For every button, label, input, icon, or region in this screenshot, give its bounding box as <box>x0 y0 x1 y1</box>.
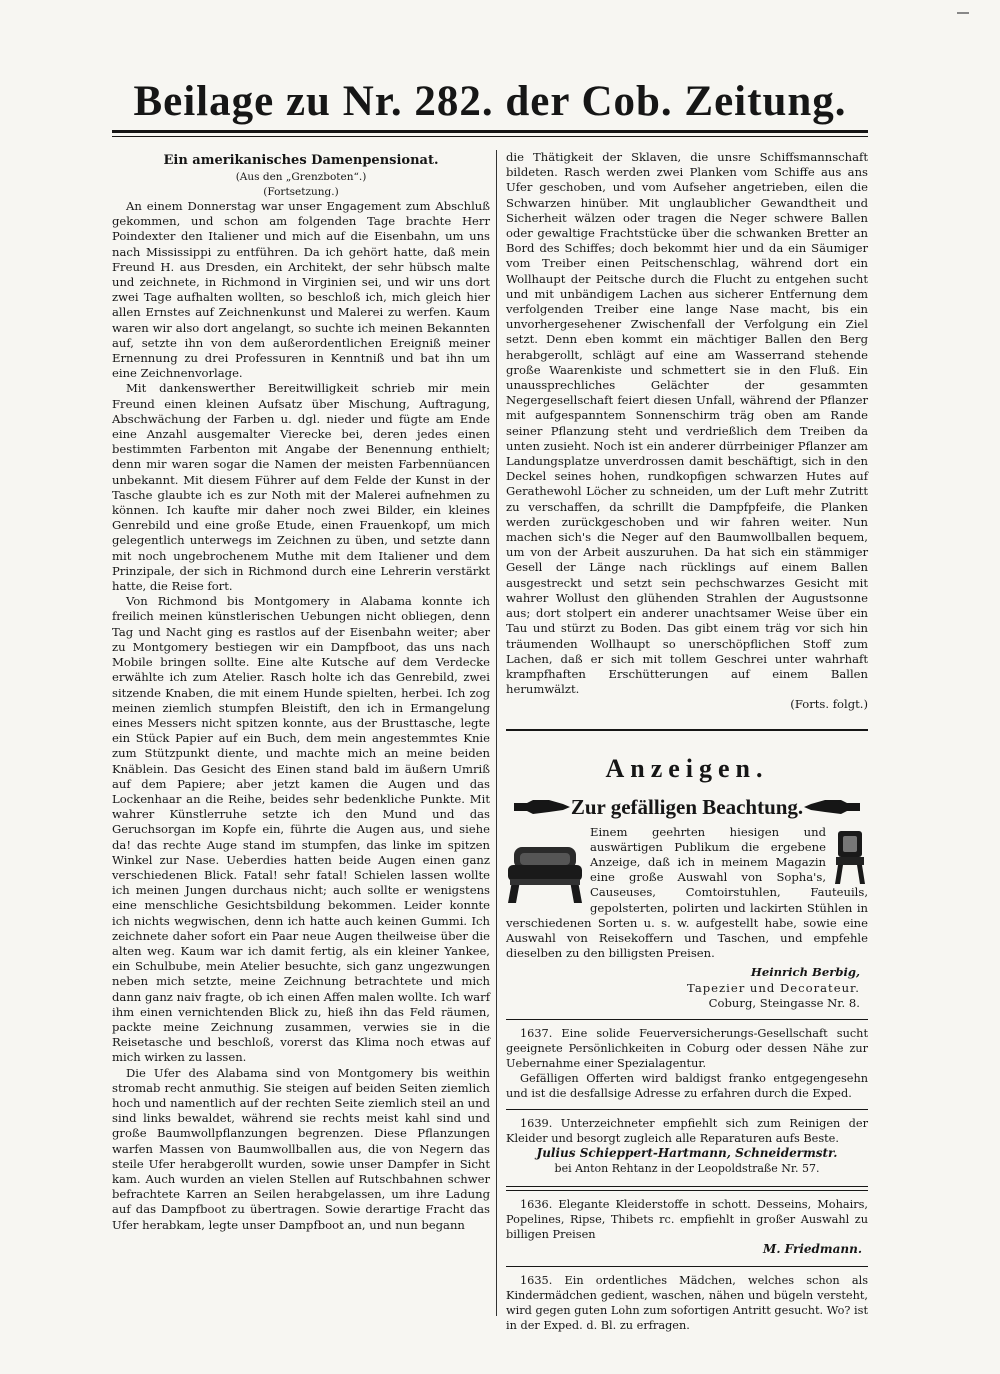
article-end-note: (Forts. folgt.) <box>790 697 868 712</box>
ad-separator <box>506 1109 868 1110</box>
masthead-rule-thick <box>112 130 868 133</box>
left-column <box>112 152 490 1312</box>
corner-mark <box>957 12 969 14</box>
article-title: Ein amerikanisches Damenpensionat. <box>163 153 439 168</box>
article-paragraph: An einem Donnerstag war unser Engagement zum Abschluß gekommen, und schon am folgenden Tage brachte Herr Poindexter den Italiener und mich auf die Eisenbahn, um uns nach Mississippi zu entführen. Da ich gehört hatte, daß mein Freund H. aus Dresden, ein Architekt, der sehr hübsch malte und zeichnete, in Richmond in Virginien sei, und wir uns dort zwei Tage aufhalten wollten, so beschloß ich, mich gleich hier allen Ernstes auf Zeichnenkunst und Malerei zu werfen. Kaum waren wir also dort angelangt, so suchte ich meinen Bekannten auf, setzte ihn von dem außerordentlichen Ereigniß meiner Ernennung zu drei Professuren in Kenntniß und bat ihn um eine Zeichnenvorlage. <box>112 199 490 381</box>
masthead: Beilage zu Nr. 282. der Cob. Zeitung. <box>133 78 847 125</box>
column-divider <box>496 150 497 1316</box>
sofa-illustration-icon <box>506 841 584 907</box>
ad-separator <box>506 1019 868 1020</box>
article-continuation: (Fortsetzung.) <box>263 186 339 198</box>
ad-1635-text: 1635. Ein ordentliches Mädchen, welches schon als Kindermädchen gedient, waschen, nähen und bügeln versteht, wird gegen guten Lohn zum sofortigen Antritt gesucht. Wo? ist in der Exped. d. Bl. zu erfragen. <box>506 1273 868 1332</box>
chair-illustration-icon <box>832 829 868 885</box>
ads-heading: Anzeigen. <box>605 753 769 783</box>
main-ad-name: Heinrich Berbig, <box>750 965 860 980</box>
ad-1639-name: Julius Schieppert-Hartmann, Schneidermstr. <box>536 1145 838 1160</box>
article-paragraph-continued: die Thätigkeit der Sklaven, die unsre Schiffsmannschaft bildeten. Rasch werden zwei Planken vom Schiffe aus ans Ufer geschoben, und vom Aufseher angetrieben, eilen die Schwarzen hinüber. Mit unglaublicher Gewandtheit und Sicherheit wälzen oder tragen die Neger schwere Ballen oder gewaltige Frachtstücke über die schwanken Bretter an Bord des Schiffes; doch bekommt hier und da ein Säumiger vom Treiber einen Peitschenschlag, während dort ein Wollhaupt der Peitsche durch die Flucht zu entgehen sucht und mit unbändigem Lachen aus sicherer Entfernung dem verfolgenden Treiber eine lange Nase macht, bis ein unvorhergesehener Zwischenfall der Verfolgung ein Ziel setzt. Denn eben kommt ein mächtiger Ballen den Berg herabgerollt, schlägt auf eine am Wasserrand stehende große Waarenkiste und schmettert sie in den Fluß. Ein unaussprechliches Gelächter der gesammten Negergesellschaft feiert diesen Unfall, während der Pflanzer mit aufgespanntem Sonnenschirm träg oben am Rande seiner Pflanzung steht und verdrießlich dem Treiben da unten zusieht. Noch ist ein anderer dürrbeiniger Pflanzer am Landungsplatze unverdrossen damit beschäftigt, sich in den Deckel seines hohen, rundkopfigen schwarzen Hutes auf Gerathewohl Löcher zu schneiden, um der Luft mehr Zutritt zu verschaffen, da schrillt die Dampfpfeife, die Planken werden zurückgeschoben und wir fahren weiter. Nun machen sich's die Neger auf den Baumwollballen bequem, um von der Arbeit auszuruhen. Da hat sich ein stämmiger Gesell der Länge nach rücklings auf einem Ballen ausgestreckt und setzt sein pechschwarzes Gesicht mit wahrer Wollust den glühenden Strahlen der Augustsonne aus; dort stolpert ein anderer unachtsamer Weise über ein Tau und stürzt zu Boden. Das gibt einem träg vor sich hin träumenden Wollhaupt so unerschöpflichen Stoff zum Lachen, daß er sich mit tollem Geschrei unter wahrhaft krampfhaften Erschütterungen auf einem Ballen herumwälzt. <box>506 150 868 697</box>
ad-1636-name: M. Friedmann. <box>763 1242 862 1257</box>
article-paragraph: Die Ufer des Alabama sind von Montgomery bis weithin stromab recht anmuthig. Sie steigen auf beiden Seiten ziemlich hoch und namentlich auf der rechten Seite ziemlich steil an und sind links bewaldet, während sie rechts meist kahl sind und große Baumwollpflanzungen begrenzen. Diese Pflanzungen warfen Massen von Baumwollballen aus, die von Negern das steile Ufer herabgerollt wurden, sowie unser Dampfer in Sicht kam. Auch wurden an vielen Stellen auf Rutschbahnen schwer befrachtete Karren an Seilen herabgelassen, um ihre Ladung auf das Dampfboot zu übertragen. Sowie derartige Fracht das Ufer herabkam, legte unser Dampfboot an, und nun begann <box>112 1065 490 1232</box>
main-ad-text: Einem geehrten hiesigen und auswärtigen Publikum die ergebene Anzeige, daß ich in meinem Magazin eine große Auswahl von Sopha's, Causeuses, Comtoirstuhlen, Fauteuils, gepolsterten, polirten und lackirten Stühlen in verschiedenen Sorten u. s. w. aufgestellt habe, sowie eine Auswahl von Reisekoffern und Taschen, und empfehle dieselben zu den billigsten Preisen. <box>506 824 868 961</box>
article-paragraph: Mit dankenswerther Bereitwilligkeit schrieb mir mein Freund einen kleinen Aufsatz über Mischung, Auftragung, Abschwächung der Farben u. dgl. nieder und fügte am Ende eine Anzahl ausgemalter Vierecke bei, deren jedes einen bestimmten Farbenton mit Angabe der Benennung enthielt; denn mir waren sogar die Namen der meisten Farbennüancen unbekannt. Mit diesem Führer auf dem Felde der Kunst in der Tasche glaubte ich es zur Noth mit der Malerei aufnehmen zu können. Ich kaufte mir daher noch zwei Bilder, ein kleines Genrebild und eine große Etude, einen Frauenkopf, um mich gelegentlich unterwegs im Zeichnen zu üben, und setzte dann mit noch ungebrochenem Muthe mit dem Italiener und dem Prinzipale, der sich in Richmond durch eine Lehrerin verstärkt hatte, die Reise fort. <box>112 381 490 594</box>
pointing-hand-right-icon <box>513 798 571 816</box>
main-ad-headline <box>506 793 868 821</box>
main-ad-body <box>506 825 868 1011</box>
article-source: (Aus den „Grenzboten“.) <box>235 171 367 183</box>
article-paragraph: Von Richmond bis Montgomery in Alabama konnte ich freilich meinen künstlerischen Uebungen nicht obliegen, denn Tag und Nacht ging es rastlos auf der Eisenbahn weiter; aber zu Montgomery bestiegen wir ein Dampfboot, das uns nach Mobile bringen sollte. Eine alte Kutsche auf dem Verdecke erwählte ich zum Atelier. Rasch holte ich das Genrebild, zwei sitzende Knaben, die mit einem Hunde spielten, herbei. Ich zog meinen ziemlich stumpfen Bleistift, den ich in Ermangelung eines Messers nicht spitzen konnte, aus der Brusttasche, legte ein Stück Papier auf ein Buch, dem mein angestemmtes Knie zum Stützpunkt diente, und machte mich an meine beiden Knäblein. Das Gesicht des Einen stand bald im äußern Umriß auf dem Papiere; aber jetzt kamen die Augen und das Lockenhaar an die Reihe, beides sehr bedenkliche Punkte. Mit wahrer Künstlerruhe setzte ich den Mund und das Geruchsorgan im Kopfe ein, führte die Augen aus, und siehe da! das rechte Auge stand im stumpfen, das linke im spitzen Winkel zur Nase. Ueberdies hatten beide Augen einen ganz verschiedenen Blick. Fatal! sehr fatal! Schielen lassen wollte ich meinen Jungen durchaus nicht; auch sollte er wenigstens eine menschliche Gesichtsbildung bekommen. Leider konnte ich nichts wegwischen, denn ich hatte auch keinen Gummi. Ich zeichnete daher sofort ein Paar neue Augen theilweise über die alten weg. Kaum war ich damit fertig, als ein kleiner Yankee, ein Schulbube, mein Atelier besuchte, sich ganz ungezwungen neben mich setzte, meine Zeichnung betrachtete und mich dann ganz naiv fragte, ob ich einen Affen malen wollte. Ich warf ihm einen vernichtenden Blick zu, hieß ihn das Feld räumen, packte meine Zeichnung zusammen, verwies sie in die Reisetasche und beschloß, vorerst das Klima noch etwas auf mich wirken zu lassen. <box>112 594 490 1065</box>
ad-separator <box>506 1266 868 1267</box>
main-ad-role: Tapezier und Decorateur. <box>687 980 860 995</box>
ad-1637-text-2: Gefälligen Offerten wird baldigst franko entgegengesehn und ist die desfallsige Adresse zu erfahren durch die Exped. <box>506 1071 868 1100</box>
right-column <box>506 150 868 1332</box>
ad-1636-text: 1636. Elegante Kleiderstoffe in schott. Desseins, Mohairs, Popelines, Ripse, Thibets rc. empfiehlt in großer Auswahl zu billigen Preisen <box>506 1198 868 1242</box>
ad-1637-text: 1637. Eine solide Feuerversicherungs-Gesellschaft sucht geeignete Persönlichkeiten in Coburg oder dessen Nähe zur Uebernahme einer Spezialagentur. <box>506 1026 868 1070</box>
masthead-rule-thin <box>112 136 868 137</box>
ad-separator-double <box>506 1186 868 1191</box>
main-ad-address: Coburg, Steingasse Nr. 8. <box>708 995 860 1010</box>
ad-1639-text: 1639. Unterzeichneter empfiehlt sich zum Reinigen der Kleider und besorgt zugleich alle Reparaturen aufs Beste. <box>506 1116 868 1145</box>
section-separator <box>506 729 868 731</box>
pointing-hand-left-icon <box>803 798 861 816</box>
ad-1639-address: bei Anton Rehtanz in der Leopoldstraße Nr. 57. <box>554 1162 820 1176</box>
main-ad-headline-text: Zur gefälligen Beachtung. <box>570 794 804 819</box>
